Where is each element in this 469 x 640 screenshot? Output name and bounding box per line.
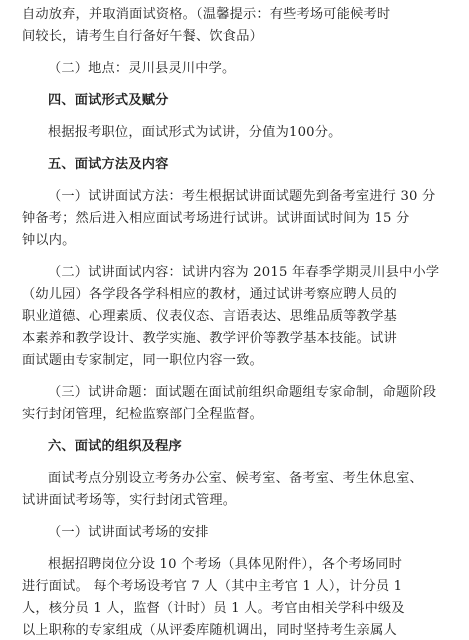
paragraph-line: 以上职称的专家组成（从评委库随机调出，同时坚持考生亲属人 [22,623,397,638]
paragraph-line: 本素养和教学设计、教学实施、教学评价等教学基本技能。试讲 [22,331,397,346]
paragraph-line: （三）试讲命题：面试题在面试前组织命题组专家命制，命题阶段 [48,385,437,400]
paragraph-line: 进行面试。 每个考场设考官 7 人（其中主考官 1 人），计分员 1 [22,579,403,594]
paragraph-line: （二）试讲面试内容：试讲内容为 2015 年春季学期灵川县中小学 [48,265,440,280]
location-line: （二）地点：灵川县灵川中学。 [48,61,236,76]
paragraph-line: 根据报考职位，面试形式为试讲，分值为100分。 [48,125,342,140]
paragraph-line: 钟以内。 [22,233,76,248]
paragraph-line: 钟备考；然后进入相应面试考场进行试讲。试讲面试时间为 15 分 [22,211,410,226]
section-heading-6: 六、面试的组织及程序 [48,439,182,454]
paragraph-line: （一）试讲面试方法：考生根据试讲面试题先到备考室进行 30 分 [48,189,436,204]
subheading-line: （一）试讲面试考场的安排 [48,525,209,540]
paragraph-line: （幼儿园）各学段各学科相应的教材，通过试讲考察应聘人员的 [22,287,397,302]
paragraph-line: 自动放弃，并取消面试资格。（温馨提示：有些考场可能候考时 [22,7,391,22]
section-heading-4: 四、面试形式及赋分 [48,93,169,108]
section-heading-5: 五、面试方法及内容 [48,157,169,172]
paragraph-line: 人，核分员 1 人，监督（计时）员 1 人。考官由相关学科中级及 [22,601,405,616]
paragraph-line: 实行封闭管理，纪检监察部门全程监督。 [22,407,263,422]
paragraph-line: 职业道德、心理素质、仪表仪态、言语表达、思维品质等教学基 [22,309,397,324]
paragraph-line: 面试题由专家制定，同一职位内容一致。 [22,353,263,368]
paragraph-line: 根据招聘岗位分设 10 个考场（具体见附件），各个考场同时 [48,557,403,572]
paragraph-line: 面试考点分别设立考务办公室、候考室、备考室、考生休息室、 [48,471,423,486]
paragraph-line: 试讲面试考场等，实行封闭式管理。 [22,493,237,508]
paragraph-line: 间较长，请考生自行备好午餐、饮食品） [22,29,263,44]
